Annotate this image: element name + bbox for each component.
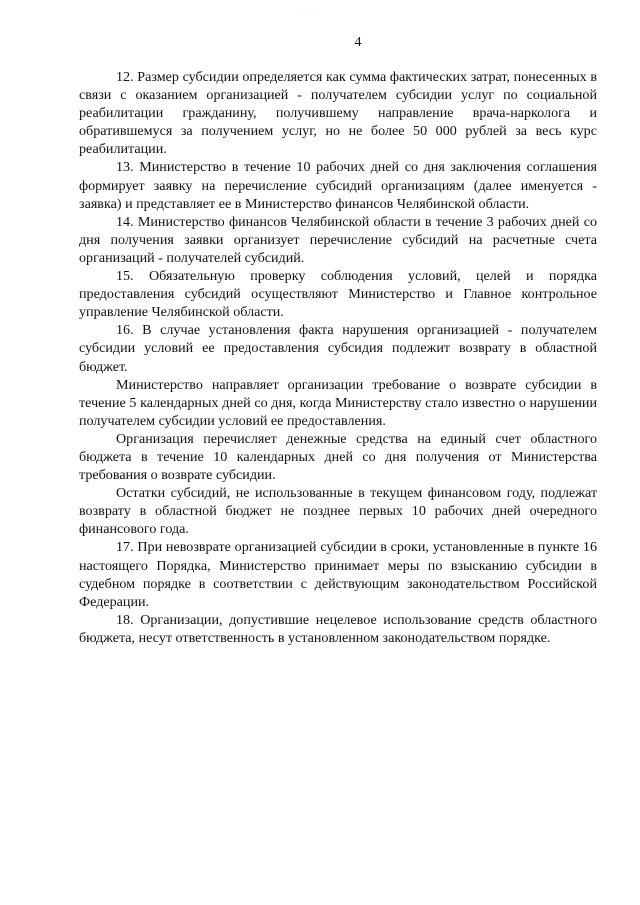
paragraph-12: 12. Размер субсидии определяется как сумма фактических затрат, понесенных в связи с оказанием организацией - получателем субсидии услуг по социальной реабилитации гражданину, получившему направление врача-нарколога и обратившемуся за получением услуг, но не более 50 000 рублей за весь курс реабилитации. xyxy=(79,69,597,158)
paragraph-15: 15. Обязательную проверку соблюдения условий, целей и порядка предоставления субсидий осуществляют Министерство и Главное контрольное управление Челябинской области. xyxy=(79,268,597,321)
page-number: 4 xyxy=(354,35,362,50)
paragraph-17: 17. При невозврате организацией субсидии в сроки, установленные в пункте 16 настоящего Порядка, Министерство принимает меры по взысканию субсидии в судебном порядке в соответствии с действующим законодательством Российской Федерации. xyxy=(79,539,597,610)
top-scan-mark: . . . xyxy=(300,4,320,13)
paragraph-14: 14. Министерство финансов Челябинской области в течение 3 рабочих дней со дня получения заявки организует перечисление субсидий на расчетные счета организаций - получателей субсидий. xyxy=(79,213,597,266)
paragraph-16-remainder: Остатки субсидий, не использованные в текущем финансовом году, подлежат возврату в областной бюджет не позднее первых 10 рабочих дней очередного финансового года. xyxy=(79,485,597,538)
paragraph-16-transfer: Организация перечисляет денежные средства на единый счет областного бюджета в течение 10 календарных дней со дня получения от Министерства требования о возврате субсидии. xyxy=(79,430,597,484)
paragraph-13: 13. Министерство в течение 10 рабочих дней со дня заключения соглашения формирует заявку на перечисление субсидий организациям (далее именуется - заявка) и представляет ее в Министерство финансов Челябинской области. xyxy=(79,159,597,212)
document-body xyxy=(79,68,597,647)
paragraph-16: 16. В случае установления факта нарушения организацией - получателем субсидии условий ее предоставления субсидия подлежит возврату в областной бюджет. xyxy=(79,322,597,375)
paragraph-16-requirement: Министерство направляет организации требование о возврате субсидии в течение 5 календарных дней со дня, когда Министерству стало известно о нарушении получателем субсидии условий ее предоставления. xyxy=(79,376,597,429)
paragraph-18: 18. Организации, допустившие нецелевое использование средств областного бюджета, несут ответственность в установленном законодательством порядке. xyxy=(79,611,597,646)
